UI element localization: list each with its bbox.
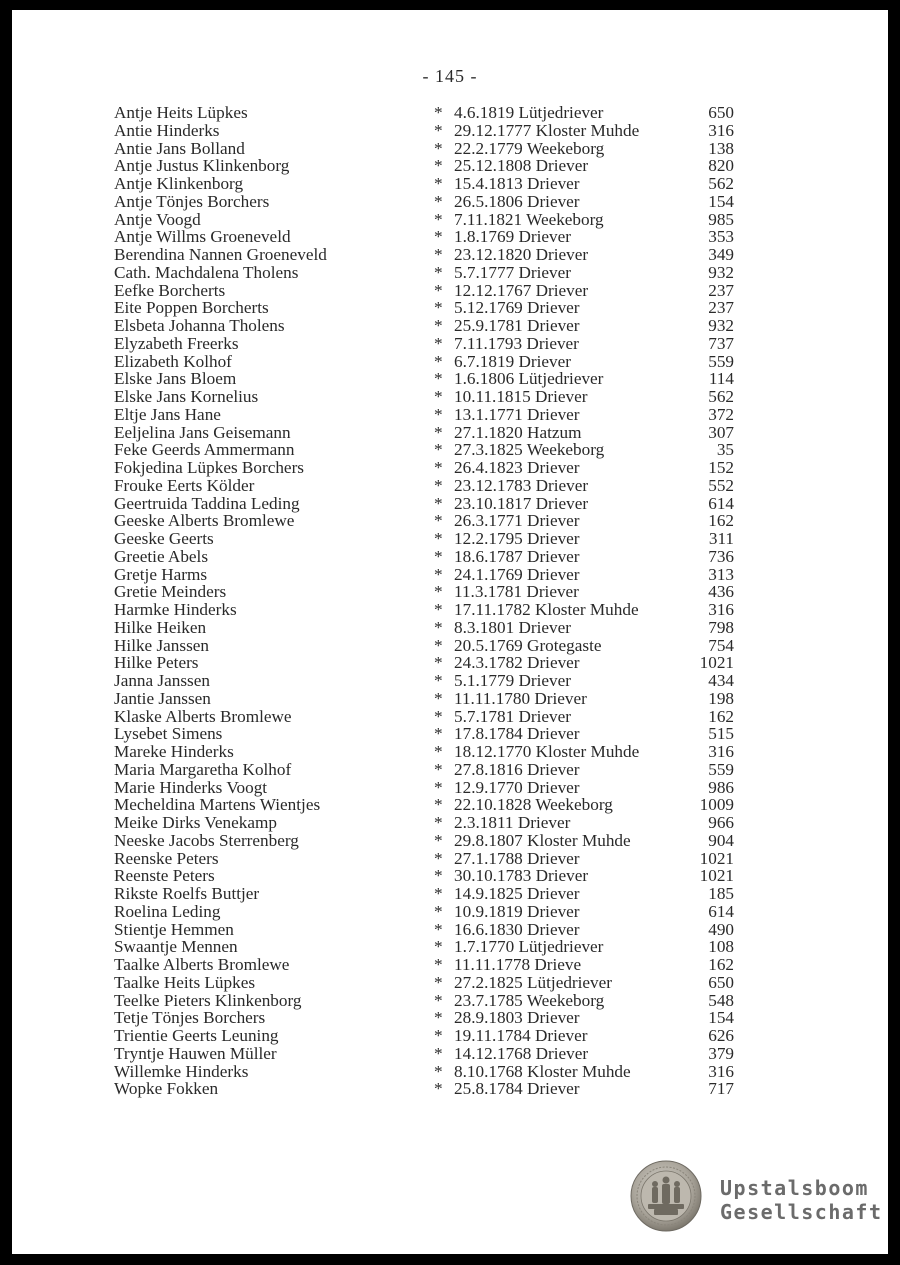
entry-birth: 8.10.1768 Kloster Muhde (454, 1061, 631, 1081)
entry-number: 237 (708, 280, 734, 300)
entry-row (114, 246, 744, 264)
birth-marker: * (434, 440, 443, 460)
entry-row (114, 903, 744, 921)
birth-marker: * (434, 387, 443, 406)
birth-marker: * (434, 759, 443, 779)
entry-name: Rikste Roelfs Buttjer (114, 884, 260, 903)
birth-marker: * (434, 156, 443, 176)
birth-marker: * (434, 600, 443, 619)
entry-name: Geertruida Taddina Leding (114, 493, 300, 513)
entry-number: 237 (708, 298, 734, 318)
birth-marker: * (434, 280, 443, 300)
entry-row (114, 228, 744, 246)
entry-birth: 17.11.1782 Kloster Muhde (454, 600, 639, 619)
entry-row (114, 725, 744, 743)
entry-birth: 23.12.1820 Driever (454, 245, 589, 264)
birth-marker: * (434, 830, 443, 850)
entry-name: Stientje Hemmen (114, 919, 234, 939)
entry-name: Maria Margaretha Kolhof (114, 759, 292, 779)
entry-name: Antje Voogd (114, 209, 201, 229)
entry-row (114, 282, 744, 300)
entry-number: 562 (708, 174, 734, 193)
entry-birth: 27.1.1820 Hatzum (454, 422, 582, 442)
entry-birth: 26.3.1771 Driever (454, 511, 580, 531)
society-seal-icon (630, 1160, 702, 1232)
entry-birth: 20.5.1769 Grotegaste (454, 635, 602, 655)
entry-number: 372 (708, 404, 734, 424)
entry-name: Antje Willms Groeneveld (114, 227, 291, 247)
entry-name: Tryntje Hauwen Müller (114, 1043, 277, 1063)
entry-name: Wopke Fokken (114, 1079, 219, 1099)
entry-birth: 5.7.1781 Driever (454, 706, 571, 726)
entry-birth: 23.7.1785 Weekeborg (454, 990, 605, 1010)
entry-row (114, 601, 744, 619)
entry-name: Greetie Abels (114, 546, 209, 566)
entry-number: 1021 (699, 848, 734, 868)
entry-number: 316 (708, 600, 734, 619)
birth-marker: * (434, 937, 443, 957)
birth-marker: * (434, 795, 443, 815)
entry-row (114, 637, 744, 655)
entry-name: Reenske Peters (114, 848, 219, 868)
birth-marker: * (434, 955, 443, 974)
birth-marker: * (434, 103, 443, 122)
entry-name: Geeske Alberts Bromlewe (114, 511, 295, 531)
entry-name: Roelina Leding (114, 901, 221, 921)
birth-marker: * (434, 511, 443, 531)
entry-birth: 10.11.1815 Driever (454, 387, 588, 406)
entry-name: Taalke Alberts Bromlewe (114, 955, 290, 974)
birth-marker: * (434, 529, 443, 548)
entry-birth: 24.1.1769 Driever (454, 564, 580, 584)
entry-row (114, 566, 744, 584)
entry-number: 490 (708, 919, 734, 939)
entry-number: 152 (708, 458, 734, 477)
entry-row (114, 938, 744, 956)
entry-birth: 18.6.1787 Driever (454, 546, 580, 566)
entry-number: 820 (708, 156, 734, 176)
entry-row (114, 548, 744, 566)
page-number: - 145 - (422, 66, 478, 86)
entry-row (114, 832, 744, 850)
entry-number: 650 (708, 103, 734, 122)
entry-number: 798 (708, 617, 734, 637)
entry-name: Hilke Janssen (114, 635, 209, 655)
birth-marker: * (434, 635, 443, 655)
entry-birth: 5.1.1779 Driever (454, 671, 571, 690)
entry-birth: 18.12.1770 Kloster Muhde (454, 742, 640, 761)
entry-number: 548 (708, 990, 734, 1010)
entry-number: 436 (708, 582, 734, 602)
entry-name: Frouke Eerts Kölder (114, 475, 255, 495)
entry-number: 311 (708, 529, 734, 548)
entry-row (114, 406, 744, 424)
entry-birth: 23.12.1783 Driever (454, 475, 589, 495)
entry-birth: 17.8.1784 Driever (454, 724, 580, 744)
birth-marker: * (434, 333, 443, 353)
entry-row (114, 477, 744, 495)
entry-name: Gretie Meinders (114, 582, 227, 602)
entry-name: Taalke Heits Lüpkes (114, 972, 256, 992)
brand-line-1: Upstalsboom (720, 1176, 869, 1200)
entry-birth: 27.1.1788 Driever (454, 848, 580, 868)
entry-name: Jantie Janssen (114, 688, 211, 708)
entry-number: 138 (708, 138, 734, 158)
entry-birth: 11.3.1781 Driever (454, 582, 579, 602)
entry-number: 162 (708, 706, 734, 726)
entry-number: 966 (708, 813, 734, 832)
birth-marker: * (434, 174, 443, 193)
entry-name: Eeljelina Jans Geisemann (114, 422, 291, 442)
entry-list (114, 104, 744, 1098)
entry-row (114, 530, 744, 548)
entry-number: 434 (708, 671, 734, 690)
entry-name: Swaantje Mennen (114, 937, 238, 957)
birth-marker: * (434, 1079, 443, 1099)
entry-name: Antje Heits Lüpkes (114, 103, 248, 122)
document-page (12, 10, 888, 1254)
entry-birth: 30.10.1783 Driever (454, 866, 589, 886)
birth-marker: * (434, 1061, 443, 1081)
entry-birth: 29.12.1777 Kloster Muhde (454, 120, 640, 140)
birth-marker: * (434, 369, 443, 389)
entry-name: Antje Klinkenborg (114, 174, 244, 193)
entry-row (114, 850, 744, 868)
entry-name: Antie Jans Bolland (114, 138, 245, 158)
entry-row (114, 1027, 744, 1045)
entry-birth: 28.9.1803 Driever (454, 1008, 580, 1028)
entry-number: 559 (708, 759, 734, 779)
entry-name: Lysebet Simens (114, 724, 223, 744)
entry-number: 986 (708, 777, 734, 797)
entry-row (114, 654, 744, 672)
entry-name: Neeske Jacobs Sterrenberg (114, 830, 299, 850)
entry-birth: 11.11.1778 Drieve (454, 955, 582, 974)
entry-birth: 24.3.1782 Driever (454, 653, 580, 673)
entry-name: Mareke Hinderks (114, 742, 234, 761)
entry-number: 1009 (699, 795, 734, 815)
birth-marker: * (434, 688, 443, 708)
entry-number: 562 (708, 387, 734, 406)
entry-name: Elske Jans Kornelius (114, 387, 259, 406)
entry-birth: 4.6.1819 Lütjedriever (454, 103, 604, 122)
entry-row (114, 690, 744, 708)
birth-marker: * (434, 546, 443, 566)
entry-row (114, 672, 744, 690)
birth-marker: * (434, 671, 443, 690)
entry-birth: 16.6.1830 Driever (454, 919, 580, 939)
entry-name: Marie Hinderks Voogt (114, 777, 268, 797)
entry-row (114, 175, 744, 193)
entry-birth: 7.11.1821 Weekeborg (454, 209, 604, 229)
society-brand (720, 1176, 883, 1224)
entry-number: 904 (708, 830, 734, 850)
entry-number: 108 (708, 937, 734, 957)
entry-name: Antje Justus Klinkenborg (114, 156, 290, 176)
entry-birth: 27.3.1825 Weekeborg (454, 440, 605, 460)
entry-row (114, 353, 744, 371)
birth-marker: * (434, 742, 443, 761)
entry-number: 353 (708, 227, 734, 247)
birth-marker: * (434, 316, 443, 335)
birth-marker: * (434, 493, 443, 513)
entry-birth: 5.7.1777 Driever (454, 262, 571, 282)
entry-name: Elsbeta Johanna Tholens (114, 316, 285, 335)
birth-marker: * (434, 990, 443, 1010)
entry-birth: 27.2.1825 Lütjedriever (454, 972, 612, 992)
entry-name: Gretje Harms (114, 564, 208, 584)
entry-row (114, 1063, 744, 1081)
entry-birth: 27.8.1816 Driever (454, 759, 580, 779)
entry-name: Harmke Hinderks (114, 600, 237, 619)
birth-marker: * (434, 724, 443, 744)
entry-number: 316 (708, 1061, 734, 1081)
entry-row (114, 1080, 744, 1098)
entry-birth: 25.12.1808 Driever (454, 156, 589, 176)
entry-birth: 23.10.1817 Driever (454, 493, 589, 513)
entry-name: Janna Janssen (114, 671, 210, 690)
entry-number: 552 (708, 475, 734, 495)
entry-number: 626 (708, 1026, 734, 1045)
entry-row (114, 885, 744, 903)
entry-number: 717 (708, 1079, 734, 1099)
entry-birth: 6.7.1819 Driever (454, 351, 571, 371)
entry-number: 154 (708, 191, 734, 211)
entry-name: Willemke Hinderks (114, 1061, 249, 1081)
entry-number: 736 (708, 546, 734, 566)
entry-name: Hilke Heiken (114, 617, 207, 637)
birth-marker: * (434, 138, 443, 158)
entry-number: 185 (708, 884, 734, 903)
birth-marker: * (434, 351, 443, 371)
birth-marker: * (434, 1026, 443, 1045)
entry-number: 313 (708, 564, 734, 584)
birth-marker: * (434, 582, 443, 602)
birth-marker: * (434, 919, 443, 939)
birth-marker: * (434, 972, 443, 992)
entry-name: Mecheldina Martens Wientjes (114, 795, 321, 815)
entry-name: Eltje Jans Hane (114, 404, 221, 424)
entry-birth: 8.3.1801 Driever (454, 617, 571, 637)
entry-number: 198 (708, 688, 734, 708)
entry-row (114, 619, 744, 637)
birth-marker: * (434, 848, 443, 868)
entry-number: 737 (708, 333, 734, 353)
entry-birth: 12.9.1770 Driever (454, 777, 580, 797)
entry-name: Klaske Alberts Bromlewe (114, 706, 292, 726)
birth-marker: * (434, 617, 443, 637)
entry-row (114, 193, 744, 211)
entry-name: Eefke Borcherts (114, 280, 226, 300)
entry-row (114, 1009, 744, 1027)
entry-birth: 12.12.1767 Driever (454, 280, 589, 300)
entry-number: 559 (708, 351, 734, 371)
entry-name: Berendina Nannen Groeneveld (114, 245, 327, 264)
entry-row (114, 104, 744, 122)
entry-row (114, 512, 744, 530)
entry-name: Fokjedina Lüpkes Borchers (114, 458, 304, 477)
birth-marker: * (434, 813, 443, 832)
birth-marker: * (434, 1008, 443, 1028)
entry-number: 349 (708, 245, 734, 264)
entry-name: Antie Hinderks (114, 120, 220, 140)
entry-row (114, 370, 744, 388)
entry-row (114, 264, 744, 282)
entry-birth: 1.8.1769 Driever (454, 227, 571, 247)
entry-number: 162 (708, 511, 734, 531)
entry-row (114, 921, 744, 939)
entry-birth: 26.4.1823 Driever (454, 458, 580, 477)
entry-row (114, 424, 744, 442)
entry-birth: 14.12.1768 Driever (454, 1043, 589, 1063)
entry-row (114, 992, 744, 1010)
entry-name: Geeske Geerts (114, 529, 214, 548)
entry-name: Meike Dirks Venekamp (114, 813, 277, 832)
entry-row (114, 779, 744, 797)
entry-number: 614 (708, 901, 734, 921)
entry-number: 316 (708, 742, 734, 761)
entry-number: 379 (708, 1043, 734, 1063)
birth-marker: * (434, 777, 443, 797)
entry-number: 1021 (699, 866, 734, 886)
birth-marker: * (434, 209, 443, 229)
entry-birth: 11.11.1780 Driever (454, 688, 587, 708)
entry-number: 307 (708, 422, 734, 442)
entry-birth: 10.9.1819 Driever (454, 901, 580, 921)
entry-name: Teelke Pieters Klinkenborg (114, 990, 302, 1010)
entry-name: Tetje Tönjes Borchers (114, 1008, 266, 1028)
entry-row (114, 796, 744, 814)
birth-marker: * (434, 653, 443, 673)
entry-row (114, 441, 744, 459)
entry-row (114, 335, 744, 353)
entry-birth: 5.12.1769 Driever (454, 298, 580, 318)
entry-birth: 29.8.1807 Kloster Muhde (454, 830, 631, 850)
birth-marker: * (434, 404, 443, 424)
birth-marker: * (434, 191, 443, 211)
entry-row (114, 761, 744, 779)
birth-marker: * (434, 458, 443, 477)
entry-row (114, 317, 744, 335)
birth-marker: * (434, 227, 443, 247)
birth-marker: * (434, 298, 443, 318)
entry-row (114, 974, 744, 992)
birth-marker: * (434, 262, 443, 282)
entry-number: 316 (708, 120, 734, 140)
birth-marker: * (434, 245, 443, 264)
entry-name: Feke Geerds Ammermann (114, 440, 295, 460)
entry-number: 114 (708, 369, 734, 389)
entry-birth: 19.11.1784 Driever (454, 1026, 588, 1045)
entry-row (114, 495, 744, 513)
entry-name: Reenste Peters (114, 866, 215, 886)
entry-row (114, 122, 744, 140)
entry-number: 1021 (699, 653, 734, 673)
entry-row (114, 956, 744, 974)
entry-name: Elizabeth Kolhof (114, 351, 232, 371)
birth-marker: * (434, 564, 443, 584)
entry-row (114, 157, 744, 175)
birth-marker: * (434, 475, 443, 495)
entry-row (114, 708, 744, 726)
entry-name: Eite Poppen Borcherts (114, 298, 269, 318)
birth-marker: * (434, 901, 443, 921)
entry-birth: 14.9.1825 Driever (454, 884, 580, 903)
entry-row (114, 388, 744, 406)
entry-name: Elyzabeth Freerks (114, 333, 239, 353)
birth-marker: * (434, 866, 443, 886)
entry-row (114, 743, 744, 761)
entry-row (114, 140, 744, 158)
birth-marker: * (434, 1043, 443, 1063)
entry-number: 515 (708, 724, 734, 744)
entry-number: 614 (708, 493, 734, 513)
entry-birth: 26.5.1806 Driever (454, 191, 580, 211)
entry-birth: 1.7.1770 Lütjedriever (454, 937, 604, 957)
entry-row (114, 814, 744, 832)
entry-birth: 25.9.1781 Driever (454, 316, 580, 335)
entry-birth: 12.2.1795 Driever (454, 529, 580, 548)
entry-name: Elske Jans Bloem (114, 369, 237, 389)
entry-row (114, 1045, 744, 1063)
birth-marker: * (434, 706, 443, 726)
entry-number: 35 (716, 440, 734, 460)
entry-row (114, 459, 744, 477)
entry-name: Hilke Peters (114, 653, 199, 673)
entry-birth: 25.8.1784 Driever (454, 1079, 580, 1099)
entry-name: Cath. Machdalena Tholens (114, 262, 299, 282)
entry-number: 154 (708, 1008, 734, 1028)
entry-row (114, 211, 744, 229)
entry-birth: 7.11.1793 Driever (454, 333, 579, 353)
entry-number: 162 (708, 955, 734, 974)
entry-birth: 15.4.1813 Driever (454, 174, 580, 193)
entry-row (114, 583, 744, 601)
entry-number: 650 (708, 972, 734, 992)
entry-birth: 22.10.1828 Weekeborg (454, 795, 613, 815)
entry-birth: 1.6.1806 Lütjedriever (454, 369, 604, 389)
entry-birth: 22.2.1779 Weekeborg (454, 138, 605, 158)
birth-marker: * (434, 884, 443, 903)
entry-row (114, 867, 744, 885)
entry-name: Antje Tönjes Borchers (114, 191, 270, 211)
entry-number: 985 (708, 209, 734, 229)
birth-marker: * (434, 422, 443, 442)
entry-name: Trientie Geerts Leuning (114, 1026, 279, 1045)
brand-line-2: Gesellschaft (720, 1200, 883, 1224)
entry-number: 754 (708, 635, 734, 655)
entry-row (114, 299, 744, 317)
entry-birth: 2.3.1811 Driever (454, 813, 571, 832)
entry-number: 932 (708, 262, 734, 282)
entry-birth: 13.1.1771 Driever (454, 404, 580, 424)
birth-marker: * (434, 120, 443, 140)
entry-number: 932 (708, 316, 734, 335)
